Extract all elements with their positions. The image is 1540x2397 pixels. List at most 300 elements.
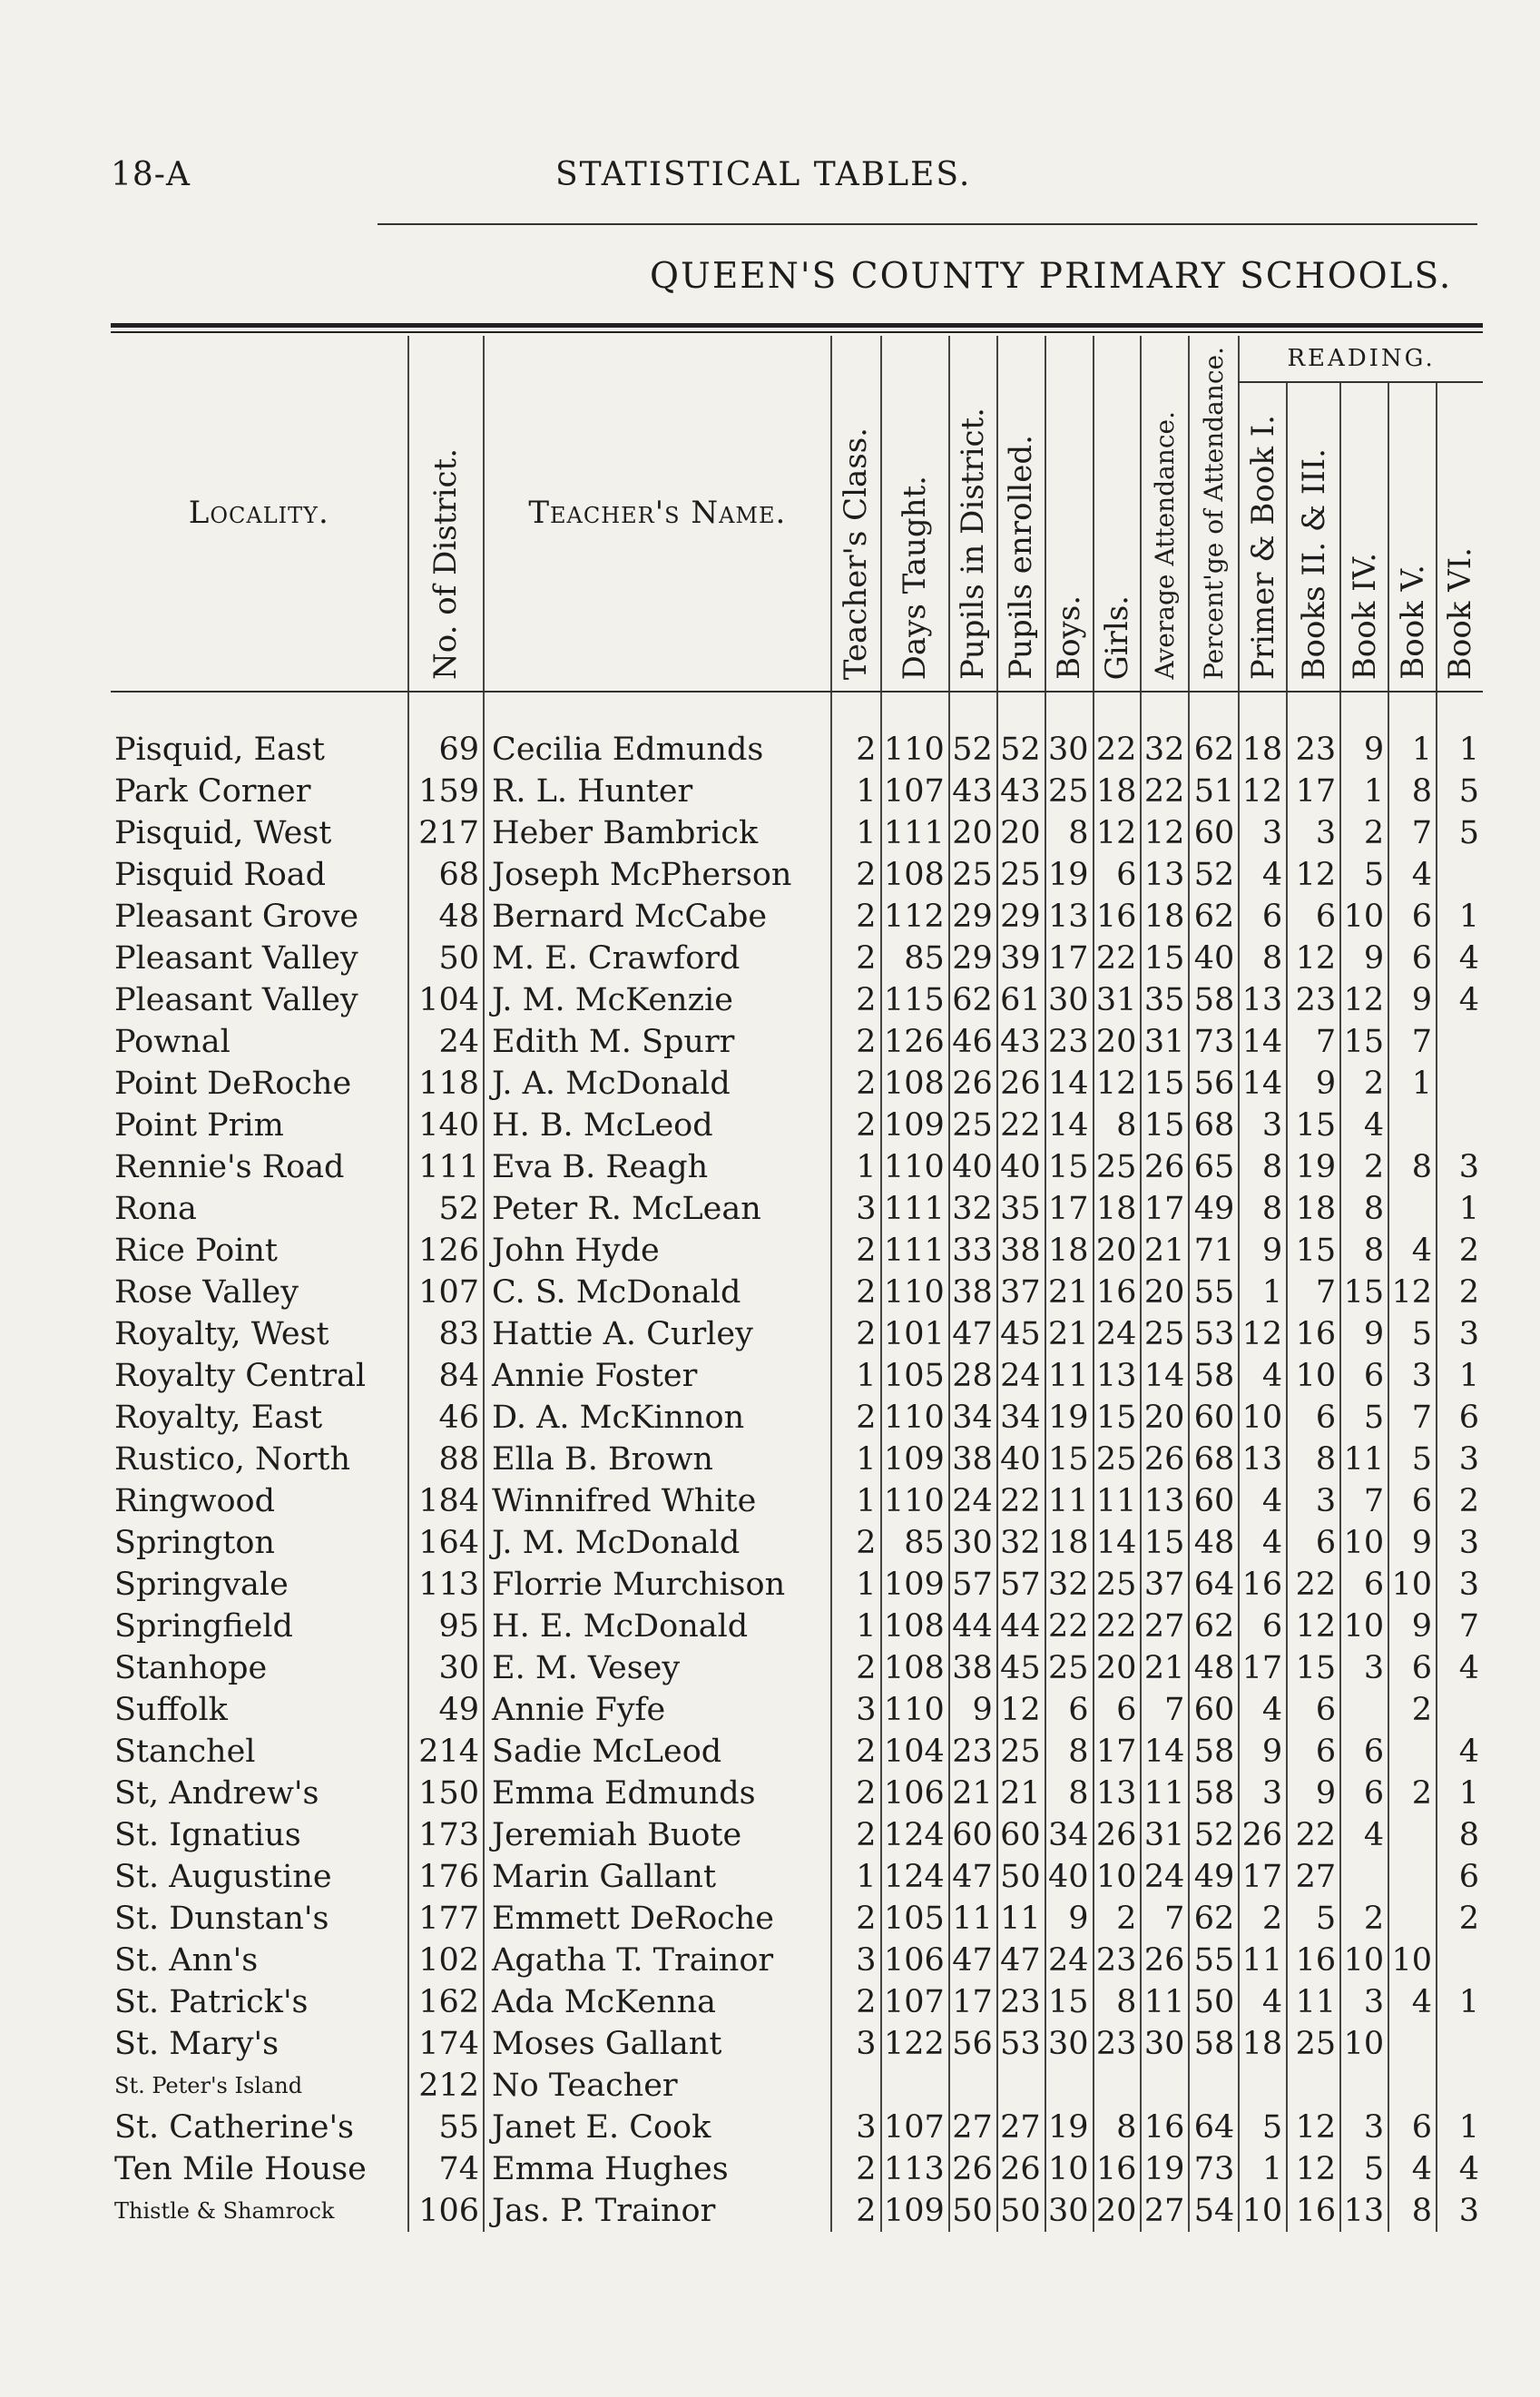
cell-girls: 20: [1094, 1230, 1142, 1272]
cell-locality: Springton: [114, 1524, 275, 1561]
table-body: [111, 692, 1483, 2232]
cell-boys: 32: [1045, 1564, 1094, 1606]
cell-girls: 8: [1094, 2107, 1142, 2148]
table-row: [111, 2023, 1483, 2065]
cell-book-4: 8: [1340, 1230, 1388, 1272]
cell-book-6: 4: [1437, 2148, 1483, 2190]
cell-boys: 14: [1045, 1063, 1094, 1105]
cell-book-4: 9: [1340, 938, 1388, 979]
cell-teacher-class: 1: [831, 1146, 881, 1188]
cell-average-attendance: 15: [1141, 1063, 1189, 1105]
table-row: [111, 1898, 1483, 1940]
cell-book-5: 8: [1388, 1146, 1437, 1188]
cell-girls: 18: [1094, 1188, 1142, 1230]
cell-average-attendance: 11: [1141, 1981, 1189, 2023]
cell-teacher-class: 2: [831, 896, 881, 938]
table-row: [111, 812, 1483, 854]
table-row: [111, 1564, 1483, 1606]
cell-average-attendance: 12: [1141, 812, 1189, 854]
cell-teacher-name: Joseph McPherson: [484, 854, 831, 896]
cell-percentage-attendance: 62: [1189, 1606, 1239, 1647]
cell-teacher-name: Ada McKenna: [484, 1981, 831, 2023]
header-reading-group: READING.: [1239, 336, 1483, 382]
cell-days-taught: 101: [881, 1313, 949, 1355]
cell-teacher-class: 2: [831, 1313, 881, 1355]
cell-average-attendance: 13: [1141, 854, 1189, 896]
cell-book-4: 6: [1340, 1773, 1388, 1814]
cell-teacher-class: 1: [831, 812, 881, 854]
table-row: [111, 1230, 1483, 1272]
cell-primer-book-1: 13: [1239, 979, 1287, 1021]
table-row: [111, 1439, 1483, 1480]
cell-district-no: 126: [408, 1230, 484, 1272]
cell-teacher-class: 3: [831, 1188, 881, 1230]
cell-pupils-enrolled: 52: [997, 729, 1045, 771]
cell-books-2-3: 10: [1287, 1355, 1340, 1397]
cell-average-attendance: 15: [1141, 938, 1189, 979]
cell-teacher-name: Emmett DeRoche: [484, 1898, 831, 1940]
cell-locality: Stanchel: [114, 1733, 256, 1770]
cell-percentage-attendance: 52: [1189, 1814, 1239, 1856]
cell-pupils-enrolled: 43: [997, 1021, 1045, 1063]
cell-girls: 25: [1094, 1439, 1142, 1480]
cell-teacher-name: R. L. Hunter: [484, 771, 831, 812]
cell-girls: 16: [1094, 896, 1142, 938]
cell-pupils-in-district: 47: [949, 1313, 997, 1355]
cell-percentage-attendance: 60: [1189, 812, 1239, 854]
cell-book-5: 7: [1388, 812, 1437, 854]
cell-books-2-3: 16: [1287, 1940, 1340, 1981]
cell-days-taught: 109: [881, 1564, 949, 1606]
cell-teacher-class: 1: [831, 1355, 881, 1397]
cell-boys: 10: [1045, 2148, 1094, 2190]
cell-girls: 20: [1094, 2190, 1142, 2232]
cell-girls: 23: [1094, 2023, 1142, 2065]
cell-book-4: 6: [1340, 1355, 1388, 1397]
cell-days-taught: 110: [881, 1146, 949, 1188]
cell-percentage-attendance: 48: [1189, 1647, 1239, 1689]
cell-books-2-3: 6: [1287, 1522, 1340, 1564]
cell-books-2-3: 12: [1287, 854, 1340, 896]
running-title: STATISTICAL TABLES.: [555, 156, 972, 193]
cell-primer-book-1: 9: [1239, 1731, 1287, 1773]
cell-book-6: 5: [1437, 812, 1483, 854]
cell-girls: 25: [1094, 1146, 1142, 1188]
cell-district-no: 212: [408, 2065, 484, 2107]
cell-book-5: 4: [1388, 854, 1437, 896]
cell-girls: 13: [1094, 1773, 1142, 1814]
cell-boys: 17: [1045, 1188, 1094, 1230]
cell-locality: Point Prim: [114, 1106, 284, 1144]
cell-boys: 8: [1045, 1731, 1094, 1773]
cell-teacher-name: Hattie A. Curley: [484, 1313, 831, 1355]
table-row: [111, 1940, 1483, 1981]
cell-teacher-class: 1: [831, 1480, 881, 1522]
cell-teacher-name: J. M. McKenzie: [484, 979, 831, 1021]
cell-book-6: [1437, 1105, 1483, 1146]
cell-book-4: 12: [1340, 979, 1388, 1021]
cell-average-attendance: 27: [1141, 1606, 1189, 1647]
header-girls: Girls.: [1094, 336, 1142, 692]
cell-book-5: 2: [1388, 1773, 1437, 1814]
cell-book-4: 5: [1340, 1397, 1388, 1439]
cell-teacher-name: Jas. P. Trainor: [484, 2190, 831, 2232]
cell-teacher-class: 2: [831, 1522, 881, 1564]
cell-district-no: 104: [408, 979, 484, 1021]
cell-books-2-3: 19: [1287, 1146, 1340, 1188]
cell-teacher-class: 2: [831, 1731, 881, 1773]
cell-girls: 15: [1094, 1397, 1142, 1439]
cell-teacher-name: H. B. McLeod: [484, 1105, 831, 1146]
header-primer-book-1: Primer & Book I.: [1239, 382, 1287, 692]
cell-locality: Pleasant Valley: [114, 939, 358, 977]
cell-book-6: 2: [1437, 1898, 1483, 1940]
cell-book-4: 5: [1340, 2148, 1388, 2190]
county-title: QUEEN'S COUNTY PRIMARY SCHOOLS.: [650, 256, 1453, 297]
cell-district-no: 68: [408, 854, 484, 896]
cell-teacher-name: Peter R. McLean: [484, 1188, 831, 1230]
cell-pupils-enrolled: 32: [997, 1522, 1045, 1564]
cell-girls: 24: [1094, 1313, 1142, 1355]
cell-locality: St. Peter's Island: [114, 2072, 303, 2098]
cell-pupils-in-district: 9: [949, 1689, 997, 1731]
cell-teacher-class: 2: [831, 938, 881, 979]
cell-book-6: 1: [1437, 1981, 1483, 2023]
cell-pupils-in-district: 60: [949, 1814, 997, 1856]
cell-books-2-3: 6: [1287, 1689, 1340, 1731]
cell-average-attendance: 22: [1141, 771, 1189, 812]
cell-girls: 25: [1094, 1564, 1142, 1606]
cell-district-no: 74: [408, 2148, 484, 2190]
cell-average-attendance: 20: [1141, 1397, 1189, 1439]
cell-pupils-in-district: 38: [949, 1272, 997, 1313]
table-row: [111, 896, 1483, 938]
cell-locality: Pisquid, East: [114, 731, 325, 768]
table-row: [111, 1397, 1483, 1439]
cell-girls: 2: [1094, 1898, 1142, 1940]
cell-district-no: 159: [408, 771, 484, 812]
cell-average-attendance: 24: [1141, 1856, 1189, 1898]
table-row: [111, 1480, 1483, 1522]
cell-days-taught: 105: [881, 1898, 949, 1940]
cell-teacher-class: [831, 2065, 881, 2107]
cell-pupils-enrolled: 40: [997, 1439, 1045, 1480]
cell-primer-book-1: 12: [1239, 1313, 1287, 1355]
cell-book-5: [1388, 1731, 1437, 1773]
cell-books-2-3: 16: [1287, 2190, 1340, 2232]
cell-days-taught: [881, 2065, 949, 2107]
cell-primer-book-1: 4: [1239, 1480, 1287, 1522]
cell-pupils-in-district: [949, 2065, 997, 2107]
cell-percentage-attendance: 68: [1189, 1105, 1239, 1146]
cell-book-5: [1388, 1898, 1437, 1940]
cell-district-no: 30: [408, 1647, 484, 1689]
cell-girls: 6: [1094, 1689, 1142, 1731]
cell-book-5: [1388, 2023, 1437, 2065]
cell-days-taught: 110: [881, 729, 949, 771]
cell-locality: Rustico, North: [114, 1440, 351, 1478]
cell-percentage-attendance: 68: [1189, 1439, 1239, 1480]
cell-average-attendance: [1141, 2065, 1189, 2107]
cell-days-taught: 85: [881, 938, 949, 979]
cell-teacher-class: 2: [831, 1898, 881, 1940]
cell-books-2-3: 8: [1287, 1439, 1340, 1480]
cell-pupils-enrolled: 26: [997, 1063, 1045, 1105]
cell-locality: Thistle & Shamrock: [114, 2197, 335, 2224]
cell-boys: 23: [1045, 1021, 1094, 1063]
cell-primer-book-1: 13: [1239, 1439, 1287, 1480]
cell-teacher-name: Jeremiah Buote: [484, 1814, 831, 1856]
cell-district-no: 88: [408, 1439, 484, 1480]
cell-primer-book-1: 4: [1239, 1355, 1287, 1397]
cell-days-taught: 110: [881, 1397, 949, 1439]
cell-days-taught: 106: [881, 1773, 949, 1814]
cell-days-taught: 107: [881, 2107, 949, 2148]
cell-days-taught: 108: [881, 1063, 949, 1105]
cell-book-5: 6: [1388, 896, 1437, 938]
cell-average-attendance: 32: [1141, 729, 1189, 771]
cell-book-4: 9: [1340, 729, 1388, 771]
cell-books-2-3: 6: [1287, 896, 1340, 938]
cell-district-no: 84: [408, 1355, 484, 1397]
cell-teacher-name: Edith M. Spurr: [484, 1021, 831, 1063]
cell-percentage-attendance: 62: [1189, 896, 1239, 938]
cell-book-4: 15: [1340, 1272, 1388, 1313]
cell-book-5: 10: [1388, 1564, 1437, 1606]
cell-books-2-3: [1287, 2065, 1340, 2107]
cell-locality: Royalty, West: [114, 1315, 329, 1352]
cell-girls: 20: [1094, 1647, 1142, 1689]
cell-district-no: 164: [408, 1522, 484, 1564]
cell-boys: 9: [1045, 1898, 1094, 1940]
cell-book-6: 2: [1437, 1230, 1483, 1272]
cell-average-attendance: 14: [1141, 1355, 1189, 1397]
cell-primer-book-1: 6: [1239, 896, 1287, 938]
cell-district-no: 50: [408, 938, 484, 979]
cell-locality: St. Patrick's: [114, 1983, 309, 2020]
cell-teacher-class: 3: [831, 1940, 881, 1981]
cell-pupils-enrolled: 50: [997, 2190, 1045, 2232]
cell-book-6: [1437, 854, 1483, 896]
cell-primer-book-1: 12: [1239, 771, 1287, 812]
cell-days-taught: 115: [881, 979, 949, 1021]
cell-district-no: 140: [408, 1105, 484, 1146]
cell-percentage-attendance: 56: [1189, 1063, 1239, 1105]
cell-pupils-in-district: 21: [949, 1773, 997, 1814]
cell-average-attendance: 31: [1141, 1814, 1189, 1856]
cell-books-2-3: 12: [1287, 2107, 1340, 2148]
cell-book-5: 12: [1388, 1272, 1437, 1313]
cell-pupils-in-district: 11: [949, 1898, 997, 1940]
cell-boys: 30: [1045, 2190, 1094, 2232]
cell-primer-book-1: 3: [1239, 1105, 1287, 1146]
cell-teacher-name: Emma Hughes: [484, 2148, 831, 2190]
cell-teacher-class: 3: [831, 1689, 881, 1731]
cell-book-6: 1: [1437, 1355, 1483, 1397]
cell-locality: Rona: [114, 1190, 197, 1227]
statistics-table: [111, 336, 1483, 2232]
cell-primer-book-1: 4: [1239, 854, 1287, 896]
cell-teacher-class: 2: [831, 2148, 881, 2190]
header-locality: Locality.: [111, 336, 408, 692]
cell-book-6: 3: [1437, 1522, 1483, 1564]
cell-books-2-3: 27: [1287, 1856, 1340, 1898]
cell-book-5: 6: [1388, 1647, 1437, 1689]
cell-primer-book-1: 14: [1239, 1063, 1287, 1105]
cell-book-6: 6: [1437, 1397, 1483, 1439]
cell-teacher-name: Janet E. Cook: [484, 2107, 831, 2148]
cell-book-6: [1437, 1940, 1483, 1981]
cell-book-4: 7: [1340, 1480, 1388, 1522]
cell-teacher-class: 2: [831, 1021, 881, 1063]
cell-book-5: 7: [1388, 1397, 1437, 1439]
cell-pupils-enrolled: 25: [997, 1731, 1045, 1773]
cell-primer-book-1: 16: [1239, 1564, 1287, 1606]
cell-locality: Springvale: [114, 1566, 289, 1603]
cell-average-attendance: 21: [1141, 1230, 1189, 1272]
cell-teacher-name: Annie Foster: [484, 1355, 831, 1397]
cell-pupils-in-district: 57: [949, 1564, 997, 1606]
cell-book-4: 15: [1340, 1021, 1388, 1063]
cell-pupils-enrolled: 50: [997, 1856, 1045, 1898]
cell-girls: 17: [1094, 1731, 1142, 1773]
cell-books-2-3: 9: [1287, 1773, 1340, 1814]
cell-percentage-attendance: 60: [1189, 1480, 1239, 1522]
cell-books-2-3: 12: [1287, 938, 1340, 979]
header-teacher-class: Teacher's Class.: [831, 336, 881, 692]
cell-pupils-in-district: 52: [949, 729, 997, 771]
cell-pupils-enrolled: 53: [997, 2023, 1045, 2065]
cell-book-6: [1437, 1689, 1483, 1731]
cell-locality: Ringwood: [114, 1482, 275, 1519]
cell-book-6: 4: [1437, 1647, 1483, 1689]
cell-district-no: 48: [408, 896, 484, 938]
cell-pupils-enrolled: 35: [997, 1188, 1045, 1230]
cell-primer-book-1: 18: [1239, 2023, 1287, 2065]
cell-locality: Royalty Central: [114, 1357, 367, 1394]
header-pupils-in-district: Pupils in District.: [949, 336, 997, 692]
cell-locality: Point DeRoche: [114, 1065, 352, 1102]
table-top-rule: [111, 323, 1483, 333]
cell-average-attendance: 18: [1141, 896, 1189, 938]
cell-book-5: 10: [1388, 1940, 1437, 1981]
cell-days-taught: 106: [881, 1940, 949, 1981]
cell-pupils-in-district: 32: [949, 1188, 997, 1230]
cell-boys: 24: [1045, 1940, 1094, 1981]
cell-boys: 11: [1045, 1480, 1094, 1522]
cell-district-no: 107: [408, 1272, 484, 1313]
cell-books-2-3: 23: [1287, 979, 1340, 1021]
cell-days-taught: 111: [881, 812, 949, 854]
cell-book-4: 9: [1340, 1313, 1388, 1355]
cell-pupils-in-district: 33: [949, 1230, 997, 1272]
cell-days-taught: 124: [881, 1814, 949, 1856]
cell-book-4: 6: [1340, 1564, 1388, 1606]
cell-teacher-name: Emma Edmunds: [484, 1773, 831, 1814]
cell-book-6: 1: [1437, 1773, 1483, 1814]
cell-district-no: 176: [408, 1856, 484, 1898]
cell-book-6: [1437, 1021, 1483, 1063]
cell-teacher-name: Annie Fyfe: [484, 1689, 831, 1731]
cell-books-2-3: 15: [1287, 1105, 1340, 1146]
cell-pupils-in-district: 24: [949, 1480, 997, 1522]
table-row: [111, 1814, 1483, 1856]
cell-days-taught: 111: [881, 1188, 949, 1230]
cell-teacher-class: 1: [831, 1856, 881, 1898]
cell-days-taught: 112: [881, 896, 949, 938]
cell-book-6: 4: [1437, 1731, 1483, 1773]
cell-percentage-attendance: 65: [1189, 1146, 1239, 1188]
header-rule: [378, 223, 1477, 225]
cell-locality: Stanhope: [114, 1649, 268, 1686]
cell-teacher-name: M. E. Crawford: [484, 938, 831, 979]
cell-teacher-name: John Hyde: [484, 1230, 831, 1272]
cell-percentage-attendance: 54: [1189, 2190, 1239, 2232]
cell-percentage-attendance: 55: [1189, 1940, 1239, 1981]
cell-days-taught: 110: [881, 1480, 949, 1522]
cell-book-5: 2: [1388, 1689, 1437, 1731]
cell-locality: St. Dunstan's: [114, 1900, 329, 1937]
cell-book-5: 6: [1388, 938, 1437, 979]
cell-primer-book-1: 26: [1239, 1814, 1287, 1856]
cell-girls: 22: [1094, 1606, 1142, 1647]
cell-average-attendance: 14: [1141, 1731, 1189, 1773]
cell-book-6: 1: [1437, 1188, 1483, 1230]
cell-teacher-class: 1: [831, 771, 881, 812]
cell-book-5: 9: [1388, 979, 1437, 1021]
page-number: 18-A: [111, 156, 191, 193]
cell-boys: 17: [1045, 938, 1094, 979]
cell-book-4: 3: [1340, 1981, 1388, 2023]
cell-boys: 40: [1045, 1856, 1094, 1898]
cell-teacher-name: Winnifred White: [484, 1480, 831, 1522]
cell-pupils-enrolled: 61: [997, 979, 1045, 1021]
cell-average-attendance: 35: [1141, 979, 1189, 1021]
cell-days-taught: 108: [881, 1606, 949, 1647]
cell-locality: Ten Mile House: [114, 2150, 367, 2187]
cell-days-taught: 104: [881, 1731, 949, 1773]
cell-primer-book-1: 3: [1239, 1773, 1287, 1814]
cell-days-taught: 110: [881, 1272, 949, 1313]
cell-average-attendance: 30: [1141, 2023, 1189, 2065]
cell-book-4: 13: [1340, 2190, 1388, 2232]
cell-pupils-in-district: 40: [949, 1146, 997, 1188]
cell-book-6: 3: [1437, 2190, 1483, 2232]
cell-book-6: 3: [1437, 1564, 1483, 1606]
cell-boys: 19: [1045, 854, 1094, 896]
cell-days-taught: 124: [881, 1856, 949, 1898]
header-book-4: Book IV.: [1340, 382, 1388, 692]
cell-girls: 31: [1094, 979, 1142, 1021]
cell-primer-book-1: 17: [1239, 1647, 1287, 1689]
cell-locality: St. Catherine's: [114, 2108, 355, 2146]
cell-district-no: 24: [408, 1021, 484, 1063]
cell-girls: 13: [1094, 1355, 1142, 1397]
cell-teacher-class: 2: [831, 854, 881, 896]
cell-girls: 20: [1094, 1021, 1142, 1063]
cell-pupils-in-district: 34: [949, 1397, 997, 1439]
cell-percentage-attendance: 49: [1189, 1188, 1239, 1230]
cell-pupils-in-district: 38: [949, 1647, 997, 1689]
cell-primer-book-1: 14: [1239, 1021, 1287, 1063]
cell-percentage-attendance: 71: [1189, 1230, 1239, 1272]
cell-days-taught: 110: [881, 1689, 949, 1731]
cell-district-no: 55: [408, 2107, 484, 2148]
cell-locality: Rice Point: [114, 1232, 278, 1269]
cell-book-5: 9: [1388, 1522, 1437, 1564]
cell-primer-book-1: 8: [1239, 1146, 1287, 1188]
cell-days-taught: 126: [881, 1021, 949, 1063]
